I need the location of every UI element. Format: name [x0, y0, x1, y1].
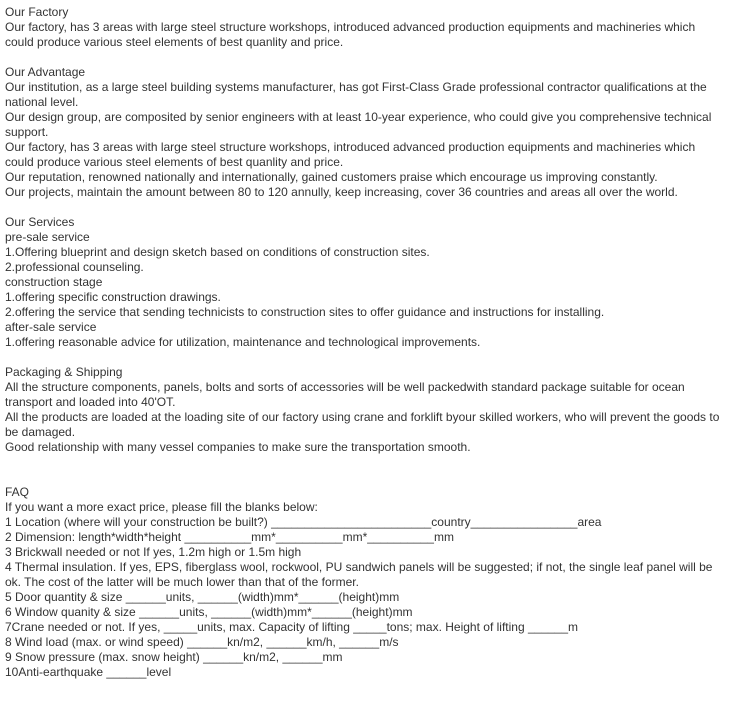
faq-item: 2 Dimension: length*width*height __________mm*__________mm*__________mm [5, 530, 454, 544]
advantage-line: Our factory, has 3 areas with large steel structure workshops, introduced advanced production equipments and machineries which could produce various steel elements of best quanlity and price. [5, 140, 696, 169]
faq-item: 1 Location (where will your construction be built?) ________________________country________________area [5, 515, 602, 529]
services-item: 1.offering reasonable advice for utilization, maintenance and technological improvements. [5, 335, 481, 349]
services-subheading: pre-sale service [5, 230, 90, 244]
faq-item: 10Anti-earthquake ______level [5, 665, 172, 679]
faq-item: 3 Brickwall needed or not If yes, 1.2m high or 1.5m high [5, 545, 302, 559]
faq-item: 4 Thermal insulation. If yes, EPS, fiberglass wool, rockwool, PU sandwich panels will be suggested; if not, the single leaf panel will be ok. The cost of the latter will be much lower than that of the former. [5, 560, 713, 589]
services-subheading: construction stage [5, 275, 103, 289]
spacer [5, 350, 727, 365]
faq-heading: FAQ [5, 485, 30, 499]
spacer [5, 455, 727, 470]
advantage-line: Our institution, as a large steel building systems manufacturer, has got First-Class Grade professional contractor qualifications at the national level. [5, 80, 707, 109]
factory-heading: Our Factory [5, 5, 69, 19]
services-heading: Our Services [5, 215, 75, 229]
advantage-section [5, 65, 727, 200]
spacer [5, 200, 727, 215]
services-item: 1.Offering blueprint and design sketch based on conditions of construction sites. [5, 245, 430, 259]
services-item: 1.offering specific construction drawings. [5, 290, 221, 304]
faq-item: 5 Door quantity & size ______units, ______(width)mm*______(height)mm [5, 590, 400, 604]
faq-intro: If you want a more exact price, please fill the blanks below: [5, 500, 318, 514]
faq-item: 9 Snow pressure (max. snow height) ______kn/m2, ______mm [5, 650, 343, 664]
packaging-heading: Packaging & Shipping [5, 365, 123, 379]
services-item: 2.professional counseling. [5, 260, 144, 274]
advantage-heading: Our Advantage [5, 65, 86, 79]
factory-section [5, 5, 727, 50]
advantage-line: Our reputation, renowned nationally and internationally, gained customers praise which encourage us improving constantly. [5, 170, 658, 184]
packaging-line: All the products are loaded at the loading site of our factory using crane and forklift byour skilled workers, who will prevent the goods to be damaged. [5, 410, 720, 439]
faq-item: 8 Wind load (max. or wind speed) ______kn/m2, ______km/h, ______m/s [5, 635, 399, 649]
faq-item: 7Crane needed or not. If yes, _____units, max. Capacity of lifting _____tons; max. Height of lifting ______m [5, 620, 579, 634]
advantage-line: Our projects, maintain the amount between 80 to 120 annully, keep increasing, cover 36 countries and areas all over the world. [5, 185, 678, 199]
packaging-line: All the structure components, panels, bolts and sorts of accessories will be well packedwith standard package suitable for ocean transport and loaded into 40'OT. [5, 380, 685, 409]
faq-item: 6 Window quanity & size ______units, ______(width)mm*______(height)mm [5, 605, 413, 619]
services-subheading: after-sale service [5, 320, 97, 334]
packaging-line: Good relationship with many vessel companies to make sure the transportation smooth. [5, 440, 471, 454]
spacer [5, 50, 727, 65]
services-section [5, 215, 727, 350]
faq-section [5, 485, 727, 680]
advantage-line: Our design group, are composited by senior engineers with at least 10-year experience, who could give you comprehensive technical support. [5, 110, 712, 139]
factory-paragraph: Our factory, has 3 areas with large steel structure workshops, introduced advanced production equipments and machineries which could produce various steel elements of best quanlity and price. [5, 20, 696, 49]
services-item: 2.offering the service that sending technicists to construction sites to offer guidance and instructions for installing. [5, 305, 605, 319]
packaging-section [5, 365, 727, 455]
spacer [5, 470, 727, 485]
